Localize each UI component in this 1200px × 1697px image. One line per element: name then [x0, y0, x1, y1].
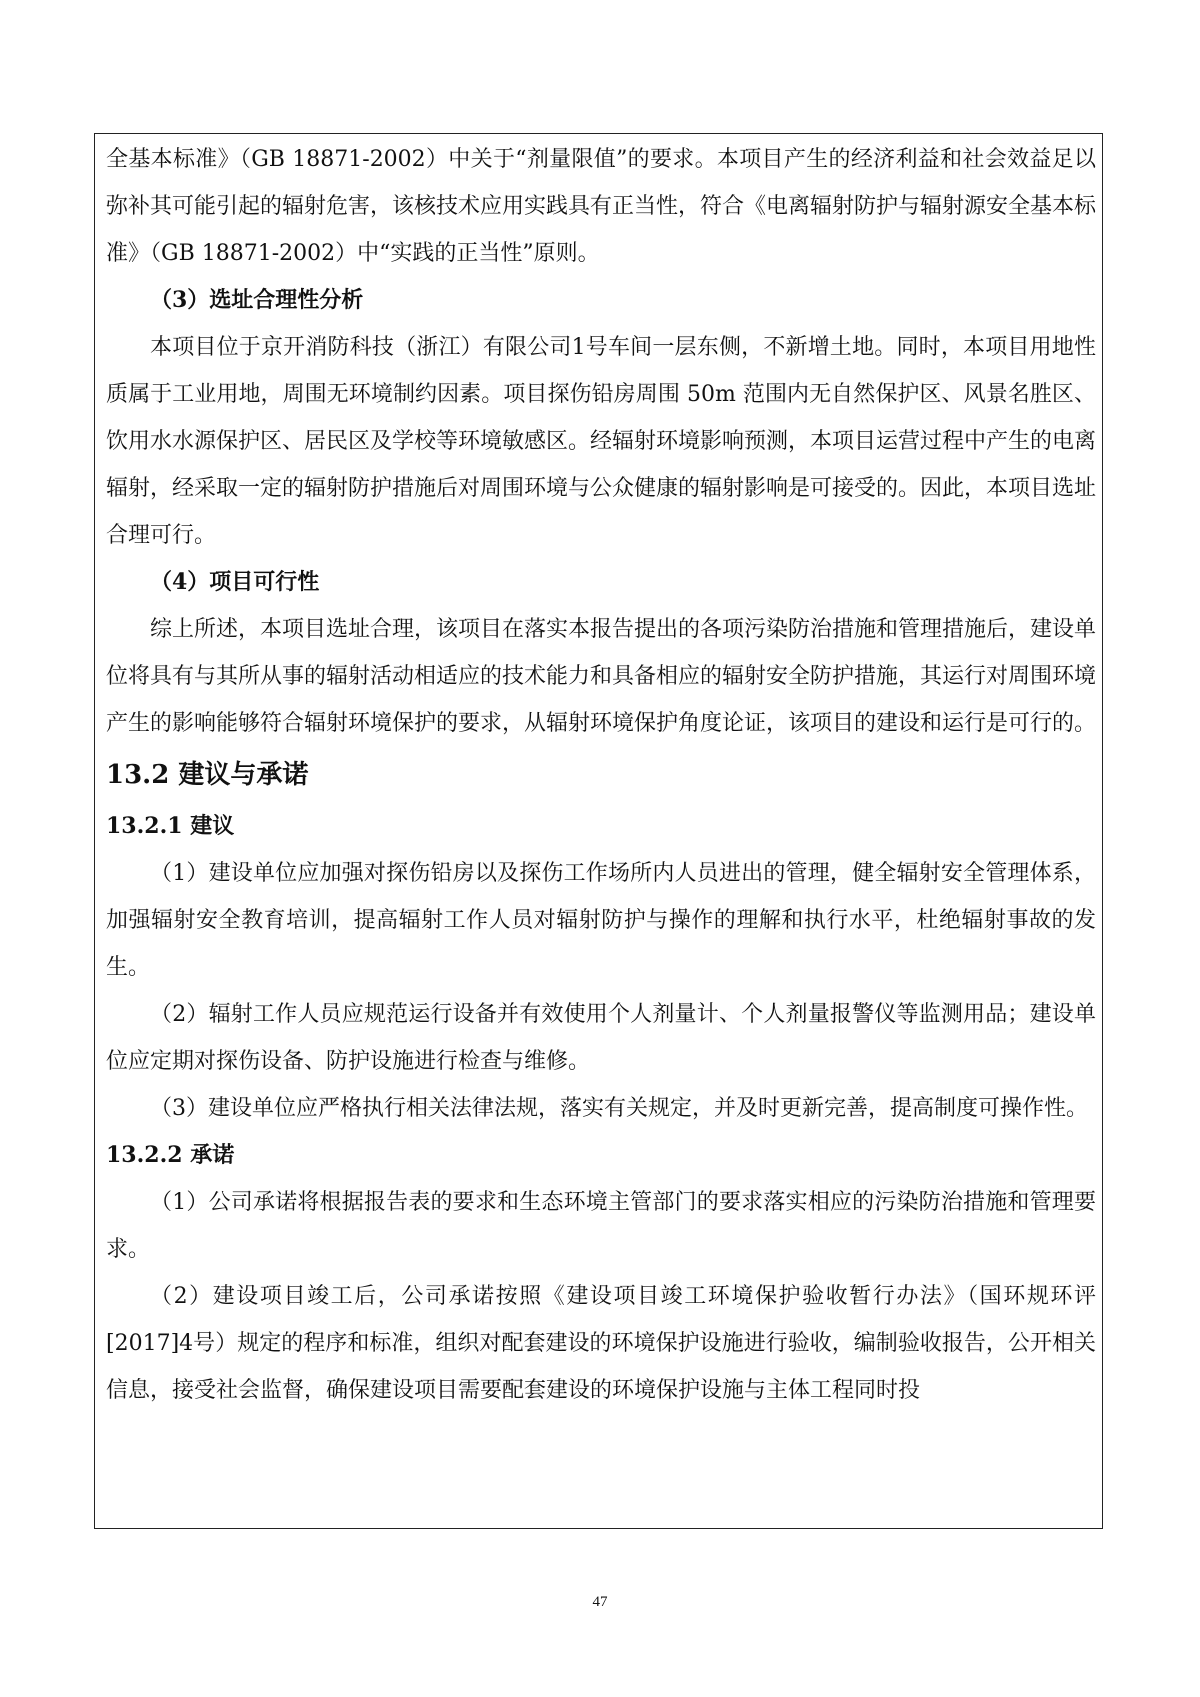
paragraph-feasibility: 综上所述，本项目选址合理，该项目在落实本报告提出的各项污染防治措施和管理措施后，建设单位将具有与其所从事的辐射活动相适应的技术能力和具备相应的辐射安全防护措施，其运行对周围环境产生的影响能够符合辐射环境保护的要求，从辐射环境保护角度论证，该项目的建设和运行是可行的。: [106, 617, 1097, 736]
section-feasibility: （4）项目可行性: [150, 569, 320, 595]
paragraph-suggestion-2: （2）辐射工作人员应规范运行设备并有效使用个人剂量计、个人剂量报警仪等监测用品；建设单位应定期对探伤设备、防护设施进行检查与维修。: [106, 1002, 1096, 1074]
page-number: 47: [592, 1594, 608, 1610]
paragraph-commitment-2: （2）建设项目竣工后，公司承诺按照《建设项目竣工环境保护验收暂行办法》（国环规环评[2017]4号）规定的程序和标准，组织对配套建设的环境保护设施进行验收，编制验收报告，公开相关信息，接受社会监督，确保建设项目需要配套建设的环境保护设施与主体工程同时投: [106, 1284, 1096, 1403]
paragraph-site-selection: 本项目位于京开消防科技（浙江）有限公司1号车间一层东侧，不新增土地。同时，本项目用地性质属于工业用地，周围无环境制约因素。项目探伤铅房周围 50m 范围内无自然保护区、风景名胜区、饮用水水源保护区、居民区及学校等环境敏感区。经辐射环境影响预测，本项目运营过程中产生的电离辐射，经采取一定的辐射防护措施后对周围环境与公众健康的辐射影响是可接受的。因此，本项目选址合理可行。: [106, 335, 1097, 548]
document-body: [106, 136, 1096, 1414]
paragraph-suggestion-3: （3）建设单位应严格执行相关法律法规，落实有关规定，并及时更新完善，提高制度可操作性。: [150, 1096, 1089, 1121]
paragraph-suggestion-1: （1）建设单位应加强对探伤铅房以及探伤工作场所内人员进出的管理，健全辐射安全管理体系，加强辐射安全教育培训，提高辐射工作人员对辐射防护与操作的理解和执行水平，杜绝辐射事故的发生。: [106, 861, 1096, 980]
heading-13-2-1: 13.2.1 建议: [106, 813, 235, 839]
heading-13-2-2: 13.2.2 承诺: [106, 1142, 235, 1168]
paragraph-standard-compliance: 全基本标准》（GB 18871-2002）中关于“剂量限值”的要求。本项目产生的经济利益和社会效益足以弥补其可能引起的辐射危害，该核技术应用实践具有正当性，符合《电离辐射防护与辐射源安全基本标准》（GB 18871-2002）中“实践的正当性”原则。: [106, 147, 1097, 266]
heading-13-2: 13.2 建议与承诺: [106, 760, 309, 790]
section-site-selection: （3）选址合理性分析: [150, 287, 364, 313]
paragraph-commitment-1: （1）公司承诺将根据报告表的要求和生态环境主管部门的要求落实相应的污染防治措施和管理要求。: [106, 1190, 1096, 1262]
